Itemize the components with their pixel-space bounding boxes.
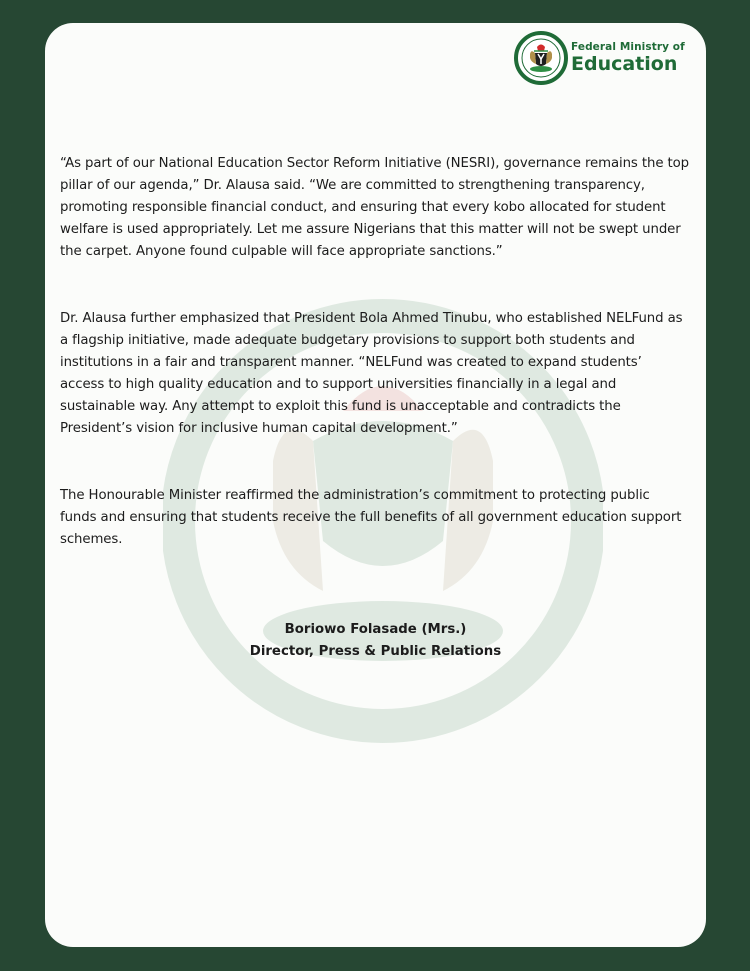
- ministry-logo: [514, 31, 685, 85]
- coat-of-arms-icon: [514, 31, 568, 85]
- paragraph-1: “As part of our National Education Sector Reform Initiative (NESRI), governance remains the top pillar of our agenda,” Dr. Alausa said. “We are committed to strengthening transparency, promoting responsible financial conduct, and ensuring that every kobo allocated for student welfare is used appropriately. Let me assure Nigerians that this matter will not be swept under the carpet. Anyone found culpable will face appropriate sanctions.”: [60, 156, 690, 259]
- signatory-name: Boriowo Folasade (Mrs.): [284, 622, 467, 637]
- paragraph-2: Dr. Alausa further emphasized that President Bola Ahmed Tinubu, who established NELFund as a flagship initiative, made adequate budgetary provisions to support both students and institutions in a fair and transparent manner. “NELFund was created to expand students’ access to high quality education and to support universities financially in a legal and sustainable way. Any attempt to exploit this fund is unacceptable and contradicts the President’s vision for inclusive human capital development.”: [60, 311, 683, 436]
- signatory-title: Director, Press & Public Relations: [249, 644, 502, 659]
- paragraph-3: The Honourable Minister reaffirmed the administration’s commitment to protecting public funds and ensuring that students receive the full benefits of all government education support schemes.: [60, 488, 682, 547]
- press-release-page: [45, 23, 706, 947]
- logo-line1: Federal Ministry of: [571, 41, 685, 54]
- signature-block: [45, 619, 706, 663]
- logo-line2: Education: [571, 52, 678, 75]
